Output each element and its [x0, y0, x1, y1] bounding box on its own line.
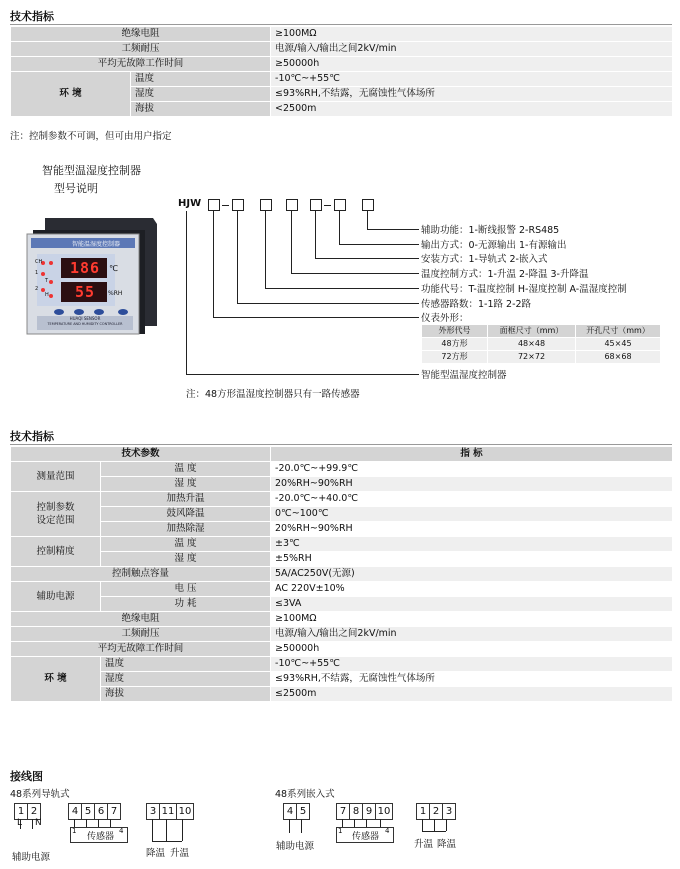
- terminal: 1: [417, 804, 430, 819]
- top-note: 注：控制参数不可调，但可由用户指定: [10, 131, 172, 142]
- sensor-pin-label: 1: [338, 827, 343, 835]
- table-header-row: [422, 325, 661, 338]
- terminal-block-sensor-embed: [336, 803, 393, 820]
- table-row: [11, 42, 673, 57]
- row-label: 加热升温: [101, 492, 271, 507]
- row-value: ≥50000h: [271, 642, 673, 657]
- table-row: [11, 597, 673, 612]
- env-label: 环 境: [11, 72, 131, 117]
- row-label: 湿度: [131, 87, 271, 102]
- divider: [10, 444, 672, 445]
- power-label: 辅助电源: [276, 841, 315, 852]
- row-label: 湿 度: [101, 552, 271, 567]
- row-label: 湿 度: [101, 477, 271, 492]
- device-unit-top: ℃: [109, 264, 118, 273]
- device-led-label: 2: [35, 286, 39, 292]
- row-label: 绝缘电阻: [11, 27, 271, 42]
- section-title-top: 技术指标: [10, 10, 54, 23]
- row-value: ≤3VA: [271, 597, 673, 612]
- terminal: 6: [95, 804, 108, 819]
- device-led-label: H: [45, 292, 49, 298]
- row-label: 绝缘电阻: [11, 612, 271, 627]
- terminal: 2: [430, 804, 443, 819]
- sensor-label: 传感器: [87, 832, 115, 842]
- model-prefix: HJW: [178, 198, 202, 209]
- row-value: -20.0℃~+40.0℃: [271, 492, 673, 507]
- code-dash: [222, 205, 229, 206]
- terminal-block-output-rail: [146, 803, 194, 820]
- spec-table: [10, 446, 673, 702]
- table-row: [422, 338, 661, 351]
- row-value: ≥100MΩ: [271, 27, 673, 42]
- terminal: 1: [15, 804, 28, 819]
- table-row: [11, 27, 673, 42]
- table-row: [11, 627, 673, 642]
- terminal: 2: [30, 806, 38, 817]
- row-value: 电源/输入/输出之间2kV/min: [271, 42, 673, 57]
- code-box: [232, 199, 244, 211]
- table-cell: 48×48: [488, 338, 576, 351]
- terminal: 5: [82, 804, 95, 819]
- device-panel-title: 智能温湿度控制器: [71, 241, 120, 248]
- device-unit-bottom: %RH: [108, 290, 123, 297]
- group-label: 测量范围: [11, 462, 101, 492]
- model-title: 智能型温湿度控制器: [42, 164, 141, 177]
- output-label: 降温: [146, 848, 166, 859]
- model-subtitle: 型号说明: [54, 182, 98, 195]
- table-header-row: [11, 447, 673, 462]
- row-label: 温度: [131, 72, 271, 87]
- divider: [10, 24, 672, 25]
- model-note: 注：48方形温湿度控制器只有一路传感器: [186, 389, 360, 400]
- device-led-label: CH: [35, 259, 43, 265]
- device-brand: HUAQI SENSOR: [69, 316, 101, 321]
- wiring-embed-title: 48系列嵌入式: [275, 789, 335, 800]
- table-cell: 68×68: [576, 351, 661, 364]
- row-label: 海拔: [101, 687, 271, 702]
- row-label: 平均无故障工作时间: [11, 642, 271, 657]
- row-label: 加热除湿: [101, 522, 271, 537]
- row-value: ≤93%RH,不结露，无腐蚀性气体场所: [271, 672, 673, 687]
- terminal: 4: [284, 804, 297, 819]
- row-value: ≥50000h: [271, 57, 673, 72]
- terminal-block-output-embed: [416, 803, 456, 820]
- code-box: [334, 199, 346, 211]
- device-display-bottom: 55: [74, 283, 96, 301]
- row-value: ±3℃: [271, 537, 673, 552]
- section-title-wiring: 接线图: [10, 770, 43, 783]
- terminal-sub-label: N: [35, 818, 42, 828]
- row-label: 温 度: [101, 462, 271, 477]
- table-row: [11, 582, 673, 597]
- row-value: ≥100MΩ: [271, 612, 673, 627]
- table-row: [11, 552, 673, 567]
- output-label: 升温: [414, 839, 434, 850]
- row-label: 湿度: [101, 672, 271, 687]
- row-label: 温度: [101, 657, 271, 672]
- row-value: -10℃~+55℃: [271, 657, 673, 672]
- table-row: [11, 567, 673, 582]
- row-value: 20%RH~90%RH: [271, 477, 673, 492]
- table-row: [11, 687, 673, 702]
- device-led-label: T: [45, 278, 49, 284]
- row-value: 20%RH~90%RH: [271, 522, 673, 537]
- row-label: 控制触点容量: [11, 567, 271, 582]
- row-value: 电源/输入/输出之间2kV/min: [271, 627, 673, 642]
- terminal: 5: [299, 806, 307, 817]
- row-value: -10℃~+55℃: [271, 72, 673, 87]
- group-label: 控制精度: [11, 537, 101, 567]
- column-header: 技术参数: [11, 447, 271, 462]
- row-label: 功 耗: [101, 597, 271, 612]
- device-led-label: 1: [35, 270, 39, 276]
- row-label: 电 压: [101, 582, 271, 597]
- table-cell: 72×72: [488, 351, 576, 364]
- table-cell: 72方形: [422, 351, 488, 364]
- code-box: [260, 199, 272, 211]
- row-value: <2500m: [271, 102, 673, 117]
- row-value: 0℃~100℃: [271, 507, 673, 522]
- table-row: [11, 537, 673, 552]
- row-label: 温 度: [101, 537, 271, 552]
- table-row: [11, 492, 673, 507]
- terminal: 10: [377, 806, 391, 817]
- code-box: [286, 199, 298, 211]
- terminal-block-sensor-rail: [68, 803, 121, 820]
- device-caption: TEMPERATURE AND HUMIDITY CONTROLLER: [47, 322, 123, 326]
- row-label: 鼓风降温: [101, 507, 271, 522]
- model-label: 温度控制方式：1-升温 2-降温 3-升降温: [421, 269, 589, 280]
- table-row: [11, 522, 673, 537]
- row-value: -20.0℃~+99.9℃: [271, 462, 673, 477]
- row-value: ±5%RH: [271, 552, 673, 567]
- row-value: ≤2500m: [271, 687, 673, 702]
- terminal: 7: [110, 806, 118, 817]
- output-label: 降温: [437, 839, 457, 850]
- table-row: [11, 462, 673, 477]
- column-header: 外形代号: [422, 325, 488, 338]
- terminal: 8: [350, 804, 363, 819]
- column-header: 面框尺寸（mm）: [488, 325, 576, 338]
- table-row: [11, 612, 673, 627]
- row-value: ≤93%RH,不结露，无腐蚀性气体场所: [271, 87, 673, 102]
- sensor-label: 传感器: [352, 832, 380, 842]
- model-label: 智能型温湿度控制器: [421, 370, 507, 381]
- power-label: 辅助电源: [12, 852, 51, 863]
- terminal: 7: [337, 804, 350, 819]
- table-row: [11, 657, 673, 672]
- terminal: 11: [160, 804, 177, 819]
- terminal-block-power-embed: [283, 803, 310, 820]
- terminal: 3: [147, 804, 160, 819]
- code-dash: [324, 205, 331, 206]
- model-label: 输出方式：0-无源输出 1-有源输出: [421, 240, 567, 251]
- table-row: [11, 477, 673, 492]
- controller-device-image: [25, 216, 157, 336]
- group-label: 环 境: [11, 657, 101, 702]
- terminal-sub-label: L: [17, 818, 23, 828]
- device-display-top: 186: [69, 259, 101, 277]
- table-cell: 48方形: [422, 338, 488, 351]
- terminal: 3: [445, 806, 453, 817]
- terminal: 9: [363, 804, 376, 819]
- row-label: 工频耐压: [11, 627, 271, 642]
- column-header: 开孔尺寸（mm）: [576, 325, 661, 338]
- output-label: 升温: [170, 848, 190, 859]
- table-cell: 45×45: [576, 338, 661, 351]
- model-label: 功能代号：T-温度控制 H-湿度控制 A-温湿度控制: [421, 284, 627, 295]
- wiring-rail-title: 48系列导轨式: [10, 789, 70, 800]
- model-label: 辅助功能：1-断线报警 2-RS485: [421, 225, 560, 236]
- model-label: 仪表外形：: [421, 313, 469, 324]
- table-row: [11, 642, 673, 657]
- section-title-spec: 技术指标: [10, 430, 54, 443]
- terminal: 4: [69, 804, 82, 819]
- table-row: [11, 57, 673, 72]
- row-label: 海拔: [131, 102, 271, 117]
- terminal: 10: [178, 806, 192, 817]
- shape-table: [421, 324, 661, 364]
- code-box: [362, 199, 374, 211]
- top-spec-table: [10, 26, 673, 117]
- row-value: 5A/AC250V(无源): [271, 567, 673, 582]
- sensor-pin-label: 4: [385, 827, 390, 835]
- group-label: 辅助电源: [11, 582, 101, 612]
- row-label: 平均无故障工作时间: [11, 57, 271, 72]
- sensor-pin-label: 4: [119, 827, 124, 835]
- row-value: AC 220V±10%: [271, 582, 673, 597]
- table-row: [11, 72, 673, 87]
- table-row: [11, 507, 673, 522]
- model-label: 安装方式：1-导轨式 2-嵌入式: [421, 254, 548, 265]
- sensor-pin-label: 1: [72, 827, 77, 835]
- code-box: [208, 199, 220, 211]
- group-label: 控制参数 设定范围: [11, 492, 101, 537]
- table-row: [11, 672, 673, 687]
- model-label: 传感器路数：1-1路 2-2路: [421, 299, 532, 310]
- column-header: 指 标: [271, 447, 673, 462]
- table-row: [422, 351, 661, 364]
- row-label: 工频耐压: [11, 42, 271, 57]
- code-box: [310, 199, 322, 211]
